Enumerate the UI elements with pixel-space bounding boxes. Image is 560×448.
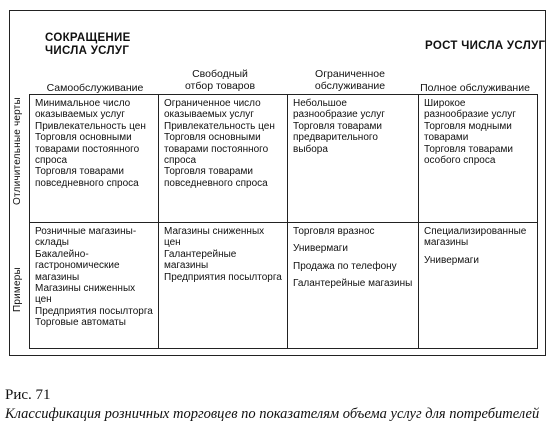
list-item: Галантерейные магазины [164,248,237,272]
list-item: Бакалейно-гастрономические магазины [35,248,120,283]
column-header-self-service: Самообслуживание [46,82,144,94]
cell-examples-self-service [30,223,159,349]
list-item: Торговля товарами особого спроса [424,143,513,167]
list-item: Привлекательность цен [164,120,275,132]
list-item: Продажа по телефону [293,260,397,272]
table-row-examples [30,223,538,349]
figure-number: Рис. 71 [5,387,51,403]
list-item: Торговля вразнос [293,226,375,237]
cell-examples-limited-service [288,223,419,349]
header-left-line2: ЧИСЛА УСЛУГ [45,45,130,57]
list-item: Минимальное число оказываемых услуг [35,98,131,121]
column-header-free-selection: Свободный отбор товаров [184,68,256,92]
list-item: Ограниченное число оказываемых услуг [164,98,261,121]
list-item: Торговля товарами повседневного спроса [35,166,139,189]
list-item: Привлекательность цен [35,120,146,132]
list-item: Предприятия посылторга [35,305,153,317]
list-item: Небольшое разнообразие услуг [293,98,385,121]
cell-examples-free-selection [159,223,288,349]
cell-features-self-service [30,95,159,223]
cell-features-full-service [419,95,538,223]
list-item: Магазины сниженных цен [35,283,136,306]
header-left-line1: СОКРАЩЕНИЕ [45,32,131,44]
list-item: Торговля основными товарами постоянного спроса [35,132,140,167]
cell-features-limited-service [288,95,419,223]
list-item: Галантерейные магазины [293,278,413,290]
list-item: Торговля модными товарами [424,120,512,144]
classification-table [29,94,538,349]
list-item: Торговые автоматы [35,317,126,329]
list-item: Магазины сниженных цен [164,226,265,249]
table-row-features [30,95,538,223]
list-item: Розничные магазины-склады [35,226,137,249]
row-label-features: Отличительные черты [12,97,23,205]
figure-caption: Классификация розничных торговцев по показателям объема услуг для потребителей [5,406,540,422]
list-item: Торговля основными товарами постоянного спроса [164,132,269,167]
header-increase-services: РОСТ ЧИСЛА УСЛУГ [425,40,546,52]
list-item: Специализированные магазины [424,226,527,249]
list-item: Предприятия посылторга [164,271,282,283]
row-label-examples: Примеры [12,267,23,312]
list-item: Универмаги [424,254,480,266]
list-item: Универмаги [293,243,349,255]
list-item: Торговля товарами предварительного выбора [293,120,382,155]
cell-features-free-selection [159,95,288,223]
cell-examples-full-service [419,223,538,349]
column-header-limited-service: Ограниченное обслуживание [314,68,386,92]
list-item: Торговля товарами повседневного спроса [164,166,268,189]
column-header-full-service: Полное обслуживание [420,82,530,94]
list-item: Широкое разнообразие услуг [424,98,516,121]
header-decrease-services [45,32,131,58]
